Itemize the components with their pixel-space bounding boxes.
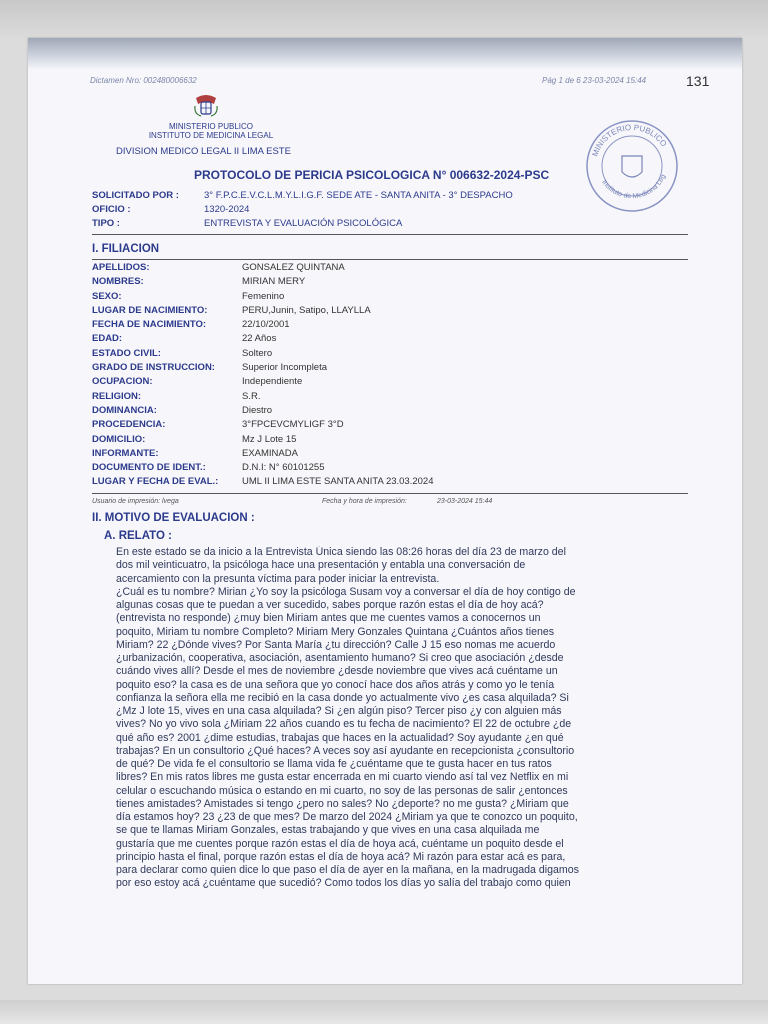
filiacion-value: Diestro — [242, 404, 273, 416]
meta-label: TIPO : — [92, 218, 120, 229]
filiacion-label: SEXO: — [92, 290, 122, 302]
scan-header-strip — [28, 38, 742, 70]
scan-shadow-bottom — [0, 1000, 768, 1024]
subsection-relato-title: A. RELATO : — [104, 530, 172, 542]
print-user-value: lvega — [162, 498, 179, 505]
filiacion-label: INFORMANTE: — [92, 447, 159, 459]
relato-line: ¿Cuál es tu nombre? Mirian ¿Yo soy la psicóloga Susam voy a conversar el día de hoy contigo de — [116, 585, 576, 598]
meta-value: 3° F.P.C.E.V.C.L.M.Y.L.I.G.F. SEDE ATE - SANTA ANITA - 3° DESPACHO — [204, 190, 513, 201]
filiacion-value: Soltero — [242, 347, 273, 359]
filiacion-label: LUGAR DE NACIMIENTO: — [92, 304, 208, 316]
relato-line: principio hasta el final, porque razón estas el día de hoya acá? Mi razón para estar acá es para, — [116, 850, 566, 863]
relato-line: (entrevista no responde) ¿muy bien Miriam antes que me cuentes vamos a conocernos un — [116, 612, 541, 625]
relato-line: confianza la señora ella me recibió en la casa donde yo actualmente vivo ¿es casa alquilada? Si — [116, 691, 569, 704]
filiacion-label: DOMICILIO: — [92, 433, 146, 445]
section-motivo-title: II. MOTIVO DE EVALUACION : — [92, 512, 255, 524]
relato-line: qué año es? 2001 ¿dime estudias, trabajas que haces en la actualidad? Soy ayudante ¿en qué — [116, 731, 564, 744]
print-user-label: Usuario de impresión: — [92, 498, 161, 505]
relato-line: de qué? De vida fe el consultorio se llama vida fe ¿cuéntame que te gusta hacer en tus ratos — [116, 758, 552, 770]
filiacion-label: ESTADO CIVIL: — [92, 347, 161, 359]
filiacion-label: FECHA DE NACIMIENTO: — [92, 319, 206, 331]
relato-line: ¿urbanización, cooperativa, asociación, asentamiento humano? Si creo que asociación ¿desde — [116, 652, 564, 664]
seal-text-bottom: Instituto de Medicina Leg — [600, 173, 668, 201]
institution-name — [136, 122, 286, 140]
relato-line: dos mil veinticuatro, la psicóloga hace una presentación y entabla una conversación de — [116, 559, 526, 572]
filiacion-value: GONSALEZ QUINTANA — [242, 262, 345, 273]
filiacion-label: GRADO DE INSTRUCCION: — [92, 362, 215, 374]
document-title: PROTOCOLO DE PERICIA PSICOLOGICA N° 006632-2024-PSC — [194, 168, 550, 182]
divider — [92, 493, 688, 494]
filiacion-label: APELLIDOS: — [92, 262, 150, 273]
filiacion-label: PROCEDENCIA: — [92, 419, 166, 431]
filiacion-value: Mz J Lote 15 — [242, 433, 297, 445]
relato-text — [116, 546, 694, 891]
filiacion-label: LUGAR Y FECHA DE EVAL.: — [92, 476, 219, 488]
page-info: Pág 1 de 6 23-03-2024 15:44 — [542, 76, 647, 85]
filiacion-value: PERU,Junin, Satipo, LLAYLLA — [242, 304, 371, 316]
division-name: DIVISION MEDICO LEGAL II LIMA ESTE — [116, 146, 291, 157]
relato-line: día estamos hoy? 23 ¿23 de que mes? De marzo del 2024 ¿Miriam ya que te conozco un poquito, — [116, 811, 578, 823]
filiacion-value: 3°FPCEVCMYLIGF 3°D — [242, 419, 344, 431]
filiacion-value: MIRIAN MERY — [242, 276, 306, 288]
meta-value: 1320-2024 — [204, 204, 250, 215]
relato-line: algunas cosas que te puedan a ver sucedido, sabes porque razón estas el día de hoy acá? — [116, 599, 544, 611]
relato-line: se que te llamas Miriam Gonzales, estas trabajando y que vives en una casa alquilada me — [116, 824, 540, 837]
filiacion-label: NOMBRES: — [92, 276, 144, 288]
print-date-label: Fecha y hora de impresión: — [322, 498, 407, 505]
filiacion-value: D.N.I: N° 60101255 — [242, 462, 325, 474]
relato-line: vives? No yo vivo sola ¿Miriam 22 años cuando es tu fecha de nacimiento? El 22 de octubre ¿de — [116, 718, 572, 731]
filiacion-value: Femenino — [242, 290, 285, 302]
scan-shadow-top — [0, 0, 768, 40]
meta-value: ENTREVISTA Y EVALUACIÓN PSICOLÓGICA — [204, 218, 403, 229]
relato-line: celular o escuchando música o estando en mi cuarto, no soy de las personas de salir ¿entonces — [116, 784, 568, 797]
document-page — [28, 38, 742, 984]
print-date-value: 23-03-2024 15:44 — [437, 498, 493, 505]
relato-line: para declarar como quien dice lo que paso el día de ayer en la mañana, en la madrugada digamos — [116, 864, 579, 876]
relato-line: gustaría que me cuentes porque razón estas el día de hoya acá, cuéntame un poquito desde el — [116, 837, 564, 850]
seal-text-top: MINISTERIO PUBLICO — [590, 122, 669, 158]
relato-line: por eso estoy acá ¿cuéntame que sucedió? Como todos los días yo salía del trabajo como quien — [116, 877, 571, 890]
meta-label: SOLICITADO POR : — [92, 190, 179, 201]
filiacion-label: RELIGION: — [92, 390, 142, 402]
handwritten-page-number: 131 — [686, 73, 710, 89]
section-filiacion-title: I. FILIACION — [92, 243, 160, 255]
relato-line: Miriam? 22 ¿Dónde vives? Por Santa María ¿tu dirección? Calle J 15 eso nomas me acuerdo — [116, 638, 556, 651]
filiacion-value: UML II LIMA ESTE SANTA ANITA 23.03.2024 — [242, 476, 434, 488]
institute-line: INSTITUTO DE MEDICINA LEGAL — [148, 131, 274, 140]
relato-line: tienes amistades? Amistades si tengo ¿pero no sales? No ¿deporte? no me gusta? ¿Miriam que — [116, 797, 569, 810]
relato-line: poquito, Miriam tu nombre Completo? Miriam Mery Gonzales Quintana ¿Cuántos años tienes — [116, 625, 555, 638]
relato-line: libres? En mis ratos libres me gusta estar encerrada en mi cuarto viendo así tal vez Netflix en mi — [116, 771, 569, 784]
filiacion-label: DOCUMENTO DE IDENT.: — [92, 462, 206, 474]
relato-line: ¿Mz J lote 15, vives en una casa alquilada? Si ¿en algún piso? Tercer piso ¿y con alguien más — [116, 705, 562, 717]
filiacion-value: EXAMINADA — [242, 447, 298, 459]
dictamen-number: Dictamen Nro: 002480006632 — [90, 76, 197, 85]
relato-line: trabajas? En un consultorio ¿Qué haces? A veces soy así ayudante en recepcionista ¿consultorio — [116, 744, 575, 757]
ministry-line: MINISTERIO PUBLICO — [168, 122, 253, 131]
filiacion-value: 22/10/2001 — [242, 319, 290, 331]
filiacion-label: EDAD: — [92, 333, 123, 345]
filiacion-value: 22 Años — [242, 333, 277, 345]
relato-line: poquito eso? la casa es de una señora que yo conocí hace dos años atrás y como yo le tenía — [116, 678, 555, 691]
meta-label: OFICIO : — [92, 204, 131, 215]
relato-line: En este estado se da inicio a la Entrevista Única siendo las 08:26 horas del día 23 de marzo del — [116, 546, 566, 558]
ministry-seal-stamp — [584, 118, 680, 214]
divider — [92, 259, 688, 260]
divider — [92, 234, 688, 235]
relato-line: acercamiento con la presunta víctima para poder iniciar la entrevista. — [116, 572, 440, 585]
filiacion-value: Superior Incompleta — [242, 362, 328, 374]
relato-line: cuándo vives allí? Desde el mes de noviembre ¿desde noviembre que vives acá cuéntame un — [116, 665, 558, 678]
filiacion-value: S.R. — [242, 390, 261, 402]
filiacion-value: Independiente — [242, 376, 303, 388]
filiacion-label: DOMINANCIA: — [92, 404, 157, 416]
coat-of-arms-icon — [192, 94, 220, 120]
filiacion-label: OCUPACION: — [92, 376, 153, 388]
